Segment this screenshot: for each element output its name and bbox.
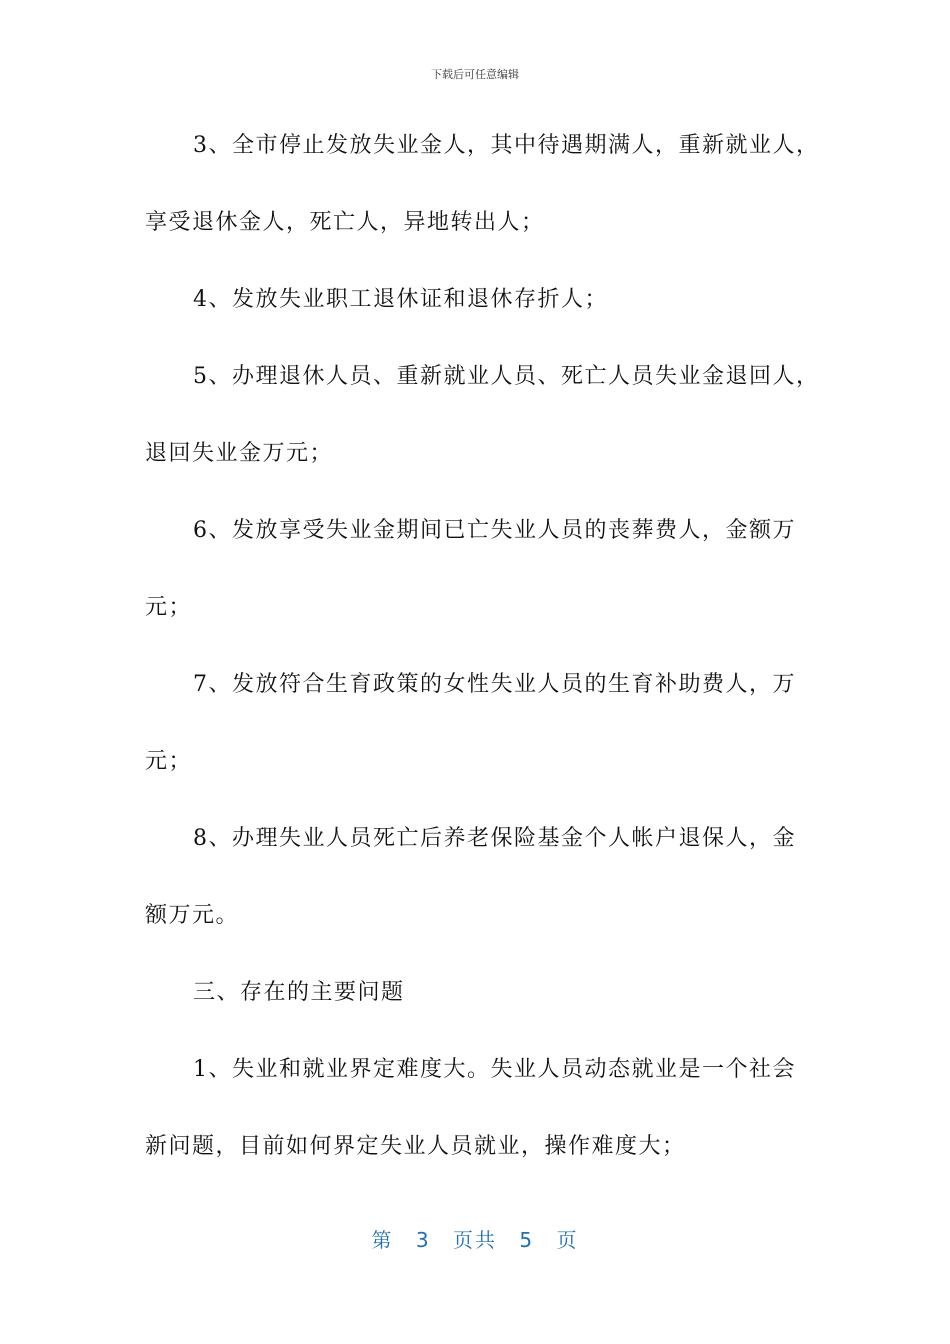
paragraph-3-line-1: 3、全市停止发放失业金人，其中待遇期满人，重新就业人， bbox=[193, 133, 820, 158]
paragraph-8-line-2: 额万元。 bbox=[145, 903, 240, 928]
paragraph-6-line-1: 6、发放享受失业金期间已亡失业人员的丧葬费人，金额万 bbox=[193, 518, 796, 543]
paragraph-6-line-2: 元； bbox=[145, 595, 193, 620]
paragraph-5-line-1: 5、办理退休人员、重新就业人员、死亡人员失业金退回人， bbox=[193, 364, 820, 389]
page-header: 下载后可任意编辑 bbox=[431, 68, 519, 81]
paragraph-problem-1-line-2: 新问题，目前如何界定失业人员就业，操作难度大； bbox=[145, 1134, 686, 1159]
footer-suffix: 页 bbox=[556, 1228, 579, 1252]
section-heading: 三、存在的主要问题 bbox=[193, 980, 405, 1005]
paragraph-7-line-1: 7、发放符合生育政策的女性失业人员的生育补助费人，万 bbox=[193, 672, 796, 697]
paragraph-8-line-1: 8、办理失业人员死亡后养老保险基金个人帐户退保人，金 bbox=[193, 826, 796, 851]
footer-total-pages: 5 bbox=[519, 1228, 535, 1252]
footer-current-page: 3 bbox=[415, 1228, 431, 1252]
footer-middle: 页共 bbox=[453, 1228, 497, 1252]
paragraph-5-line-2: 退回失业金万元； bbox=[145, 441, 334, 466]
paragraph-problem-1-line-1: 1、失业和就业界定难度大。失业人员动态就业是一个社会 bbox=[193, 1057, 796, 1082]
paragraph-7-line-2: 元； bbox=[145, 749, 193, 774]
paragraph-4-line-1: 4、发放失业职工退休证和退休存折人； bbox=[193, 287, 608, 312]
document-body bbox=[145, 124, 820, 1202]
footer-prefix: 第 bbox=[371, 1228, 394, 1252]
page-footer bbox=[0, 1224, 950, 1253]
paragraph-3-line-2: 享受退休金人，死亡人，异地转出人； bbox=[145, 210, 545, 235]
